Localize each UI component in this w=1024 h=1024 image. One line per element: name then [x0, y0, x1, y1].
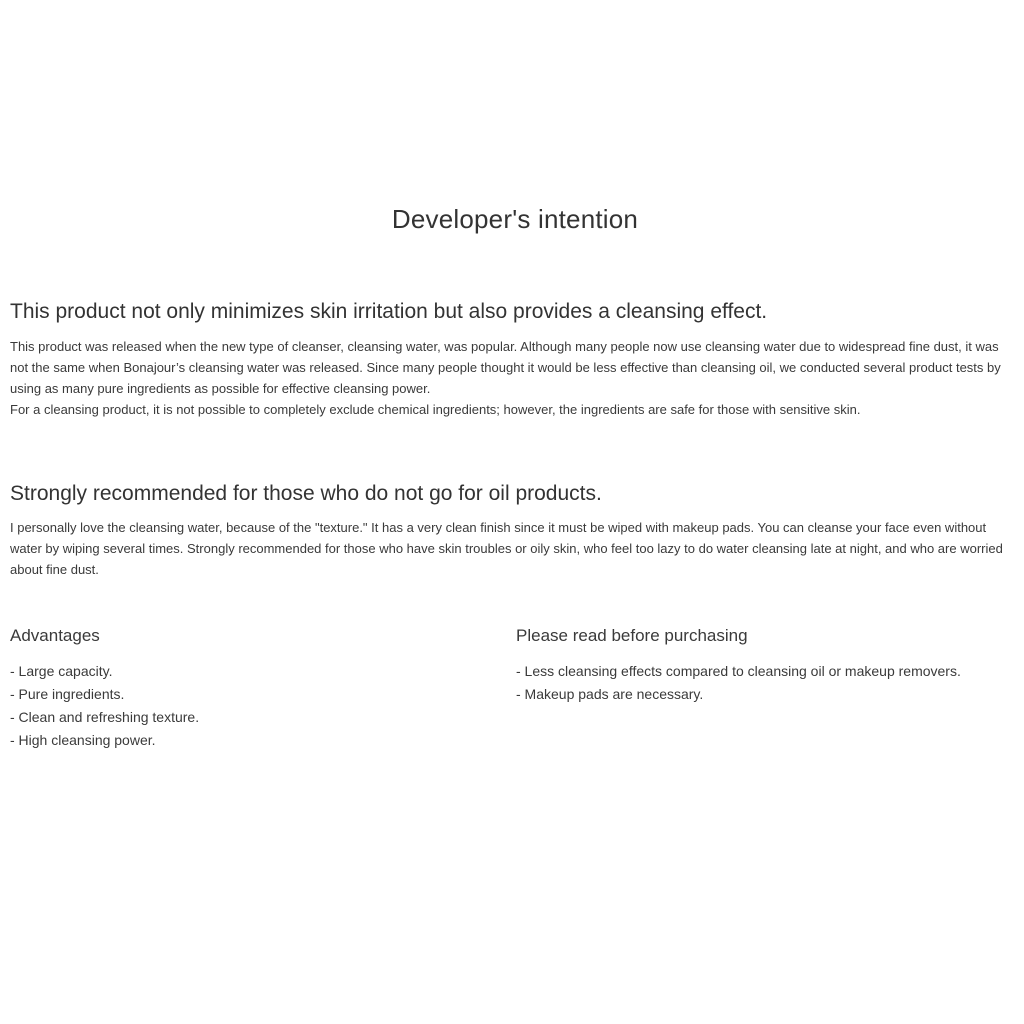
intro-paragraph: This product was released when the new type of cleanser, cleansing water, was popular. Although many people now use cleansing water due to widespread fine dust, it was not the same when Bonajour’s cleansing water was released. Since many people thought it would be less effective than cleansing oil, we conducted several product tests by using as many pure ingredients as possible for effective cleansing power.: [10, 339, 1001, 396]
advantage-item: - Large capacity.: [10, 663, 113, 679]
recommendation-paragraph: I personally love the cleansing water, because of the "texture." It has a very clean finish since it must be wiped with makeup pads. You can cleanse your face even without water by wiping several times. Strongly recommended for those who have skin troubles or oily skin, who feel too lazy to do water cleansing late at night, and who are worried about fine dust.: [10, 520, 1003, 577]
advantages-heading: Advantages: [10, 626, 100, 645]
note-item: - Makeup pads are necessary.: [516, 686, 704, 702]
intro-paragraph: For a cleansing product, it is not possible to completely exclude chemical ingredients; however, the ingredients are safe for those with sensitive skin.: [10, 402, 861, 417]
advantage-item: - Pure ingredients.: [10, 686, 125, 702]
intro-section: [10, 298, 1018, 420]
note-item: - Less cleansing effects compared to cleansing oil or makeup removers.: [516, 663, 961, 679]
advantages-list: [10, 660, 500, 752]
recommendation-body: [10, 517, 1018, 580]
advantage-item: - High cleansing power.: [10, 732, 156, 748]
intro-heading: This product not only minimizes skin irritation but also provides a cleansing effect.: [10, 300, 768, 323]
advantage-item: - Clean and refreshing texture.: [10, 709, 200, 725]
intro-body: [10, 336, 1018, 420]
notes-list: [516, 660, 1006, 706]
advantages-column: [10, 624, 500, 752]
recommendation-section: [10, 480, 1018, 580]
page-title: Developer's intention: [391, 204, 639, 234]
notes-column: [516, 624, 1006, 706]
notes-heading: Please read before purchasing: [516, 626, 748, 645]
recommendation-heading: Strongly recommended for those who do not go for oil products.: [10, 482, 602, 505]
